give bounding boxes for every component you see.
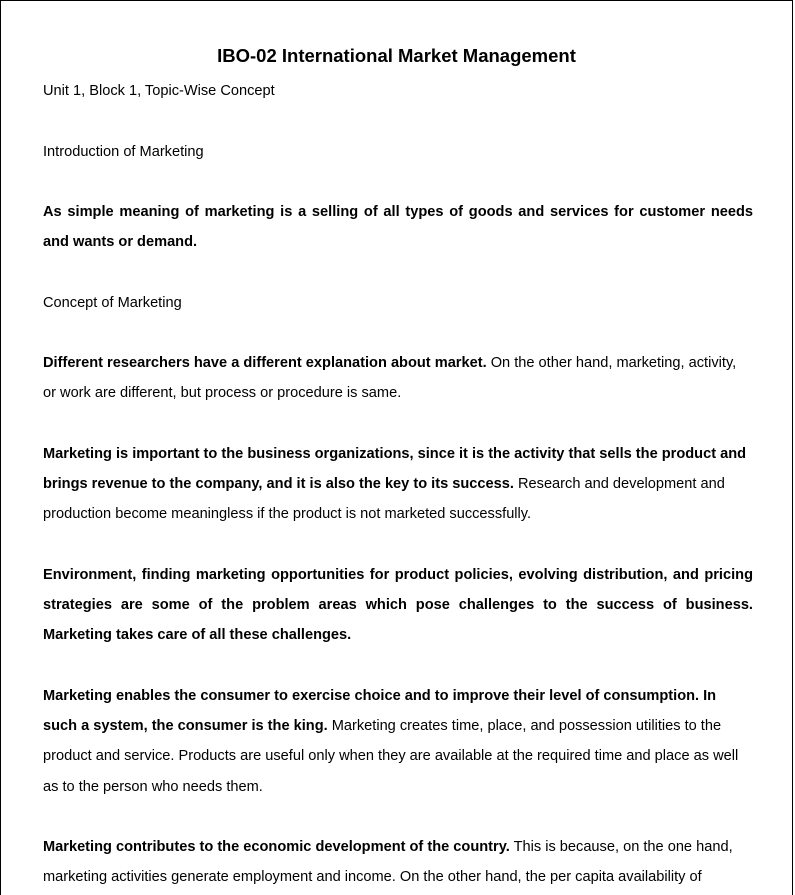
paragraph-researchers	[43, 348, 753, 408]
paragraph-environment	[43, 560, 753, 651]
paragraph-economic-development-bold: Marketing contributes to the economic development of the country.	[43, 839, 510, 855]
paragraph-importance-bold: Marketing is important to the business organizations, since it is the activity that sells the product and brings revenue to the company, and it is also the key to its success.	[43, 446, 747, 493]
section-heading-concept: Concept of Marketing	[43, 295, 182, 311]
paragraph-environment-bold: Environment, finding marketing opportunities for product policies, evolving distribution, and pricing strategies are some of the problem areas which pose challenges to the success of business. Marketing takes care of all these challenges.	[43, 567, 753, 644]
document-title: IBO-02 International Market Management	[217, 45, 576, 66]
section-heading-introduction: Introduction of Marketing	[43, 144, 204, 160]
paragraph-consumer-choice-text: Marketing creates time, place, and possession utilities to the product and service. Products are useful only when they are available at the required time and place as well as to the person who needs them.	[43, 718, 739, 795]
document-subtitle: Unit 1, Block 1, Topic-Wise Concept	[43, 83, 275, 99]
paragraph-researchers-text: On the other hand, marketing, activity, or work are different, but process or procedure is same.	[43, 355, 737, 402]
paragraph-importance-text: Research and development and production become meaningless if the product is not marketed successfully.	[43, 476, 725, 523]
paragraph-importance	[43, 439, 753, 530]
intro-paragraph	[43, 197, 753, 257]
paragraph-economic-development	[43, 832, 753, 892]
intro-bold-text: As simple meaning of marketing is a selling of all types of goods and services for customer needs and wants or demand.	[43, 204, 753, 251]
paragraph-consumer-choice	[43, 681, 753, 802]
paragraph-consumer-choice-bold: Marketing enables the consumer to exercise choice and to improve their level of consumption. In such a system, the consumer is the king.	[43, 688, 717, 735]
paragraph-economic-development-text: This is because, on the one hand, marketing activities generate employment and income. On the other hand, the per capita availability of	[43, 839, 733, 886]
paragraph-researchers-bold: Different researchers have a different explanation about market.	[43, 355, 487, 371]
